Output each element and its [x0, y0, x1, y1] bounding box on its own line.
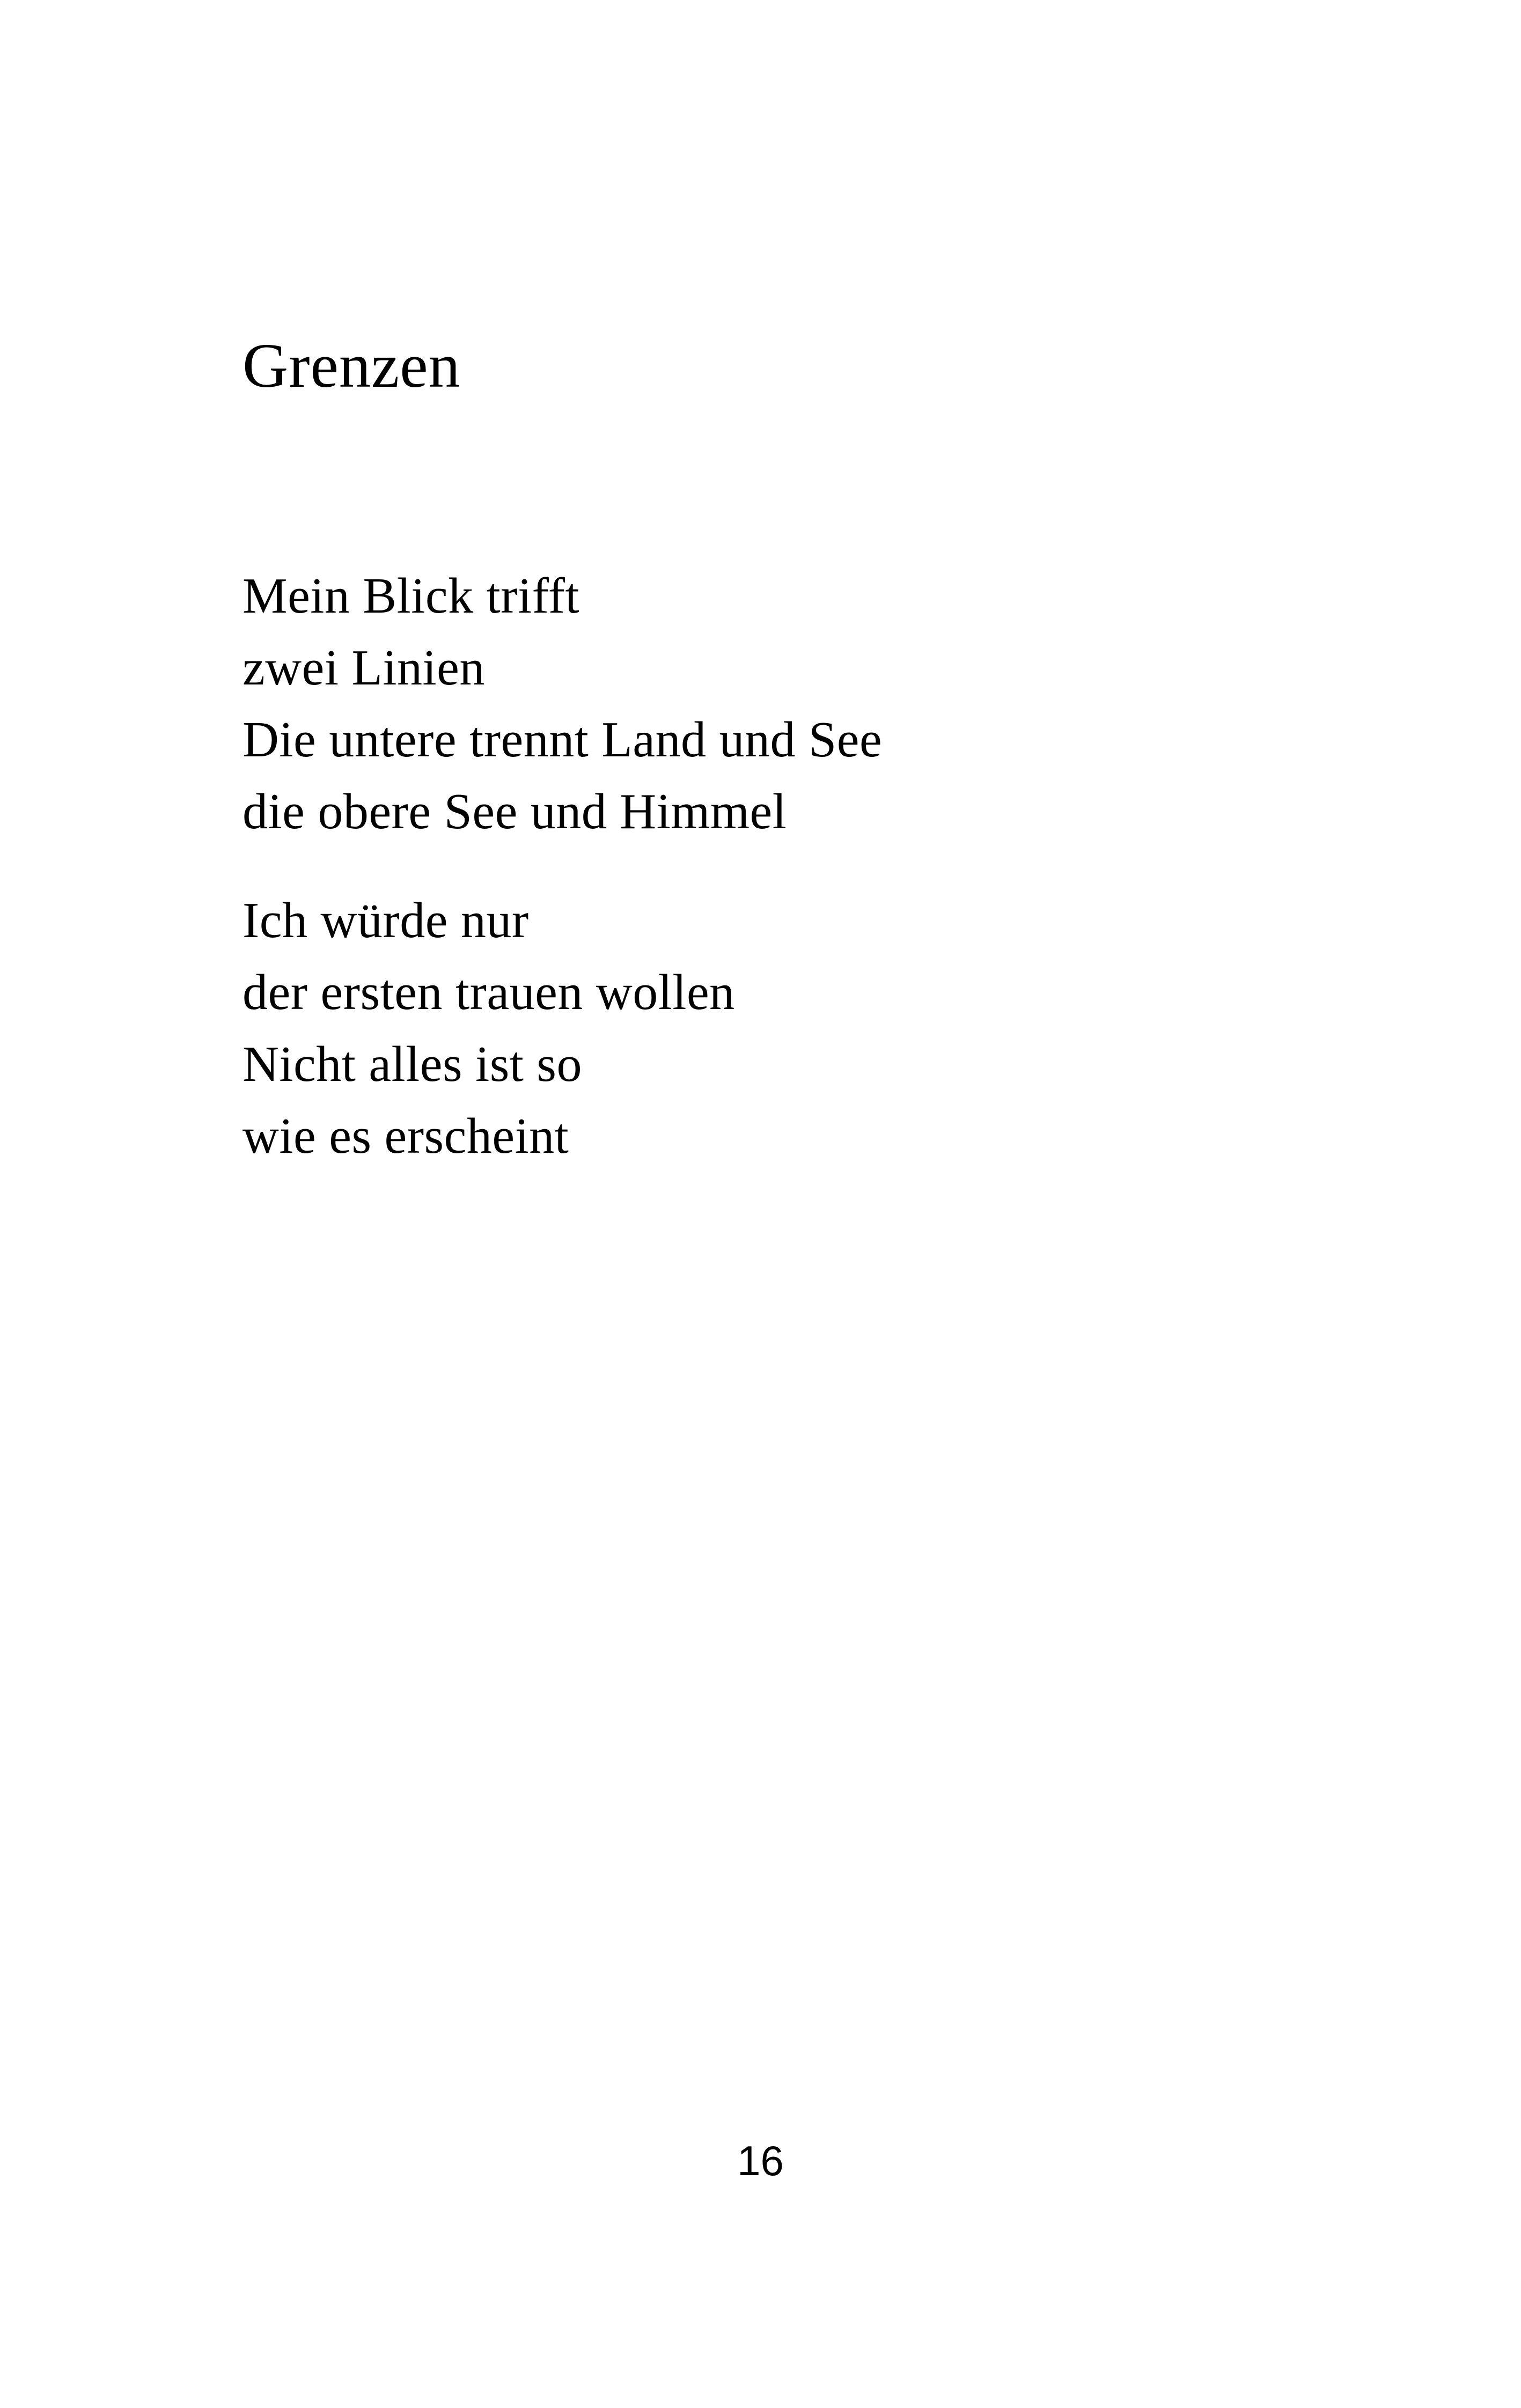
poem-line: wie es erscheint: [243, 1108, 569, 1164]
poem-line: die obere See und Himmel: [243, 784, 787, 840]
poem-line: Die untere trennt Land und See: [243, 712, 883, 768]
poem-stanza-1: [243, 560, 882, 848]
poem-line: zwei Linien: [243, 640, 485, 696]
poem-line: Ich würde nur: [243, 893, 529, 948]
poem-line: der ersten trauen wollen: [243, 964, 735, 1020]
poem-stanza-2: [243, 885, 735, 1172]
poem-line: Mein Blick trifft: [243, 568, 580, 624]
poem-title: Grenzen: [243, 330, 461, 401]
poem-line: Nicht alles ist so: [243, 1036, 582, 1092]
page-number: 16: [737, 2137, 784, 2184]
